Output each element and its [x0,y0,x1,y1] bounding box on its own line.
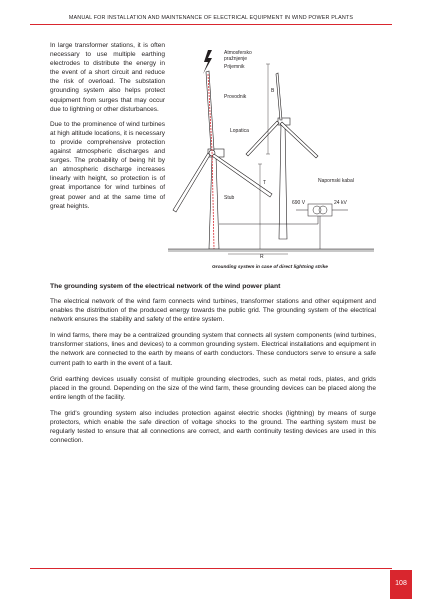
label-receiver: Prijemnik [224,64,245,70]
footer-divider [30,568,392,569]
figure-caption: Grounding system in case of direct lightning strike [212,265,328,270]
page-number-box [390,570,412,599]
section-paragraph-1: The electrical network of the wind farm connects wind turbines, transformer stations and other equipment and enables the distribution of the produced energy towards the public grid. The grounding system of the electrical network ensures the stability and safety of the entire system. [50,298,376,324]
section-paragraph-3: Grid earthing devices usually consist of multiple grounding electrodes, such as metal rods, plates, and grids placed in the ground. Depending on the size of the wind farm, these grounding devices can be placed along the entire length of the facility. [50,375,376,401]
lightning-bolt-icon [203,50,212,74]
front-turbine [173,71,272,249]
label-voltage-high: 24 kV [334,200,347,206]
intro-paragraph-2: Due to the prominence of wind turbines at high altitude locations, it is necessary to provide comprehensive protection against atmospheric discharges and surges. The probability of being hit by an atmospheric discharge increases linearly with height, so protection is of great importance for wind turbines of great power and at the same time of great heights. [50,120,165,210]
page-header [0,0,422,30]
rear-turbine [246,73,318,239]
label-voltage-low: 690 V [292,200,306,206]
section-paragraph-4: The grid's grounding system also includes protection against electric shocks (lightning) by means of surge protectors, which enable the safe direction of voltage shocks to the ground. The earthing system must be regularly tested to ensure that all connections are correct, and earth continuity testing devices are used in this connection. [50,409,376,445]
label-atmospheric-2: pražnjenje [224,56,248,62]
section-heading: The grounding system of the electrical network of the wind power plant [50,283,281,290]
intro-paragraph-1: In large transformer stations, it is often necessary to use multiple earthing electrodes to distribute the energy in the event of a short circuit and reduce the risk of overload. The substation grounding system also helps protect equipment from surges that may occur due to lightning or other disturbances. [50,42,165,113]
label-re: R [260,254,264,260]
intro-column [50,41,165,217]
label-blade: Lopatica [230,128,249,134]
label-cable: Napornski kabal [318,178,354,184]
label-pole: Stub [224,195,235,201]
lightning-grounding-figure [168,44,374,260]
main-section [50,282,376,452]
label-atmospheric: Atmosfersko [224,50,252,56]
label-bl: B [271,88,275,94]
wind-turbine-diagram [168,44,374,260]
header-divider [30,24,392,25]
header-title: MANUAL FOR INSTALLATION AND MAINTENANCE OF ELECTRICAL EQUIPMENT IN WIND POWER PLANTS [68,15,354,21]
label-conductor: Provodnik [224,94,247,100]
page-number: 108 [395,580,407,587]
section-paragraph-2: In wind farms, there may be a centralized grounding system that connects all system components (wind turbines, transformer stations, lines and devices) to a common grounding system. Electrical installations and equipment in the network are connected to the earth by means of earth conductors. These conductors serve to ensure a safe current path to earth in the event of a fault. [50,332,376,367]
label-th: T [263,180,267,186]
